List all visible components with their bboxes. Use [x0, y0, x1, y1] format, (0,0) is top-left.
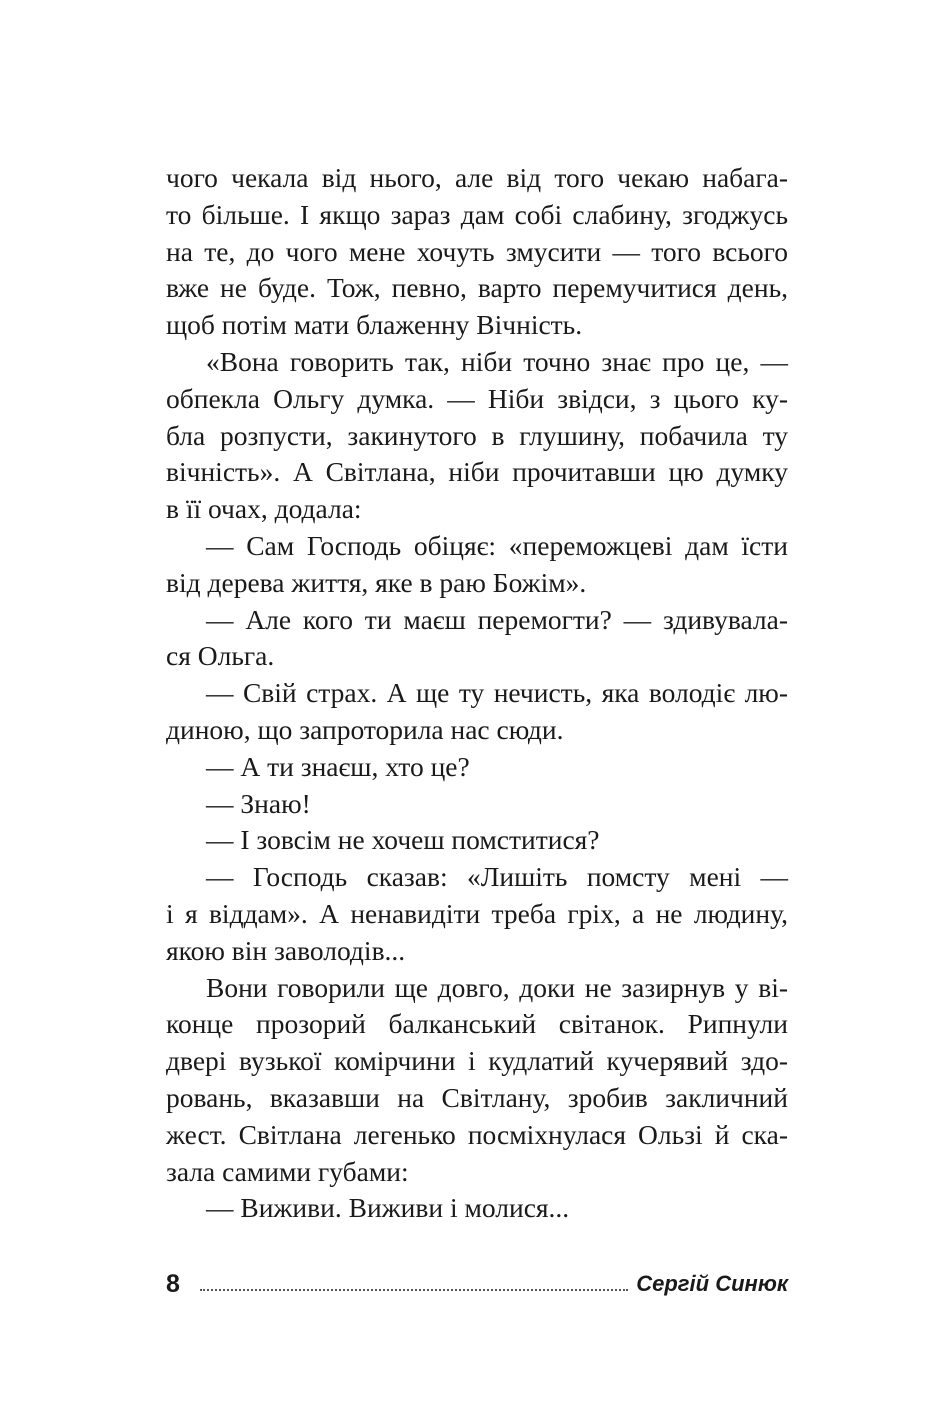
text-line: бла розпусти, закинутого в глушину, побачила ту [166, 419, 788, 451]
running-footer-author: Сергій Синюк [636, 1271, 788, 1296]
text-line: жест. Світлана легенько посміхнулася Ользі й ска- [166, 1118, 788, 1150]
text-line: чого чекала від нього, але від того чекаю набага- [166, 162, 788, 193]
text-line: ровань, вказавши на Світлану, зробив закличний [166, 1081, 788, 1113]
text-line: — Знаю! [206, 787, 311, 819]
text-line: диною, що запроторила нас сюди. [166, 713, 564, 745]
text-line: вічність». А Світлана, ніби прочитавши цю думку [166, 456, 788, 488]
page-footer [166, 1263, 788, 1299]
dotted-leader [200, 1288, 628, 1291]
text-line: зала самими губами: [166, 1155, 409, 1187]
text-line: — Свій страх. А ще ту нечисть, яка володіє лю- [206, 677, 788, 709]
text-line: — Але кого ти маєш перемогти? — здивувала- [206, 603, 788, 635]
text-line: на те, до чого мене хочуть змусити — того всього [166, 235, 788, 267]
text-line: то більше. І якщо зараз дам собі слабину, згоджусь [166, 198, 788, 230]
text-line: ся Ольга. [166, 640, 275, 672]
text-line: — Сам Господь обіцяє: «переможцеві дам їсти [206, 529, 788, 561]
text-line: — А ти знаєш, хто це? [206, 750, 470, 782]
text-line: Вони говорили ще довго, доки не зазирнув у ві- [206, 971, 788, 1003]
text-line: від дерева життя, яке в раю Божім». [166, 566, 587, 598]
text-line: двері вузької комірчини і кудлатий кучерявий здо- [166, 1045, 788, 1077]
text-line: в її очах, додала: [166, 493, 362, 525]
text-line: «Вона говорить так, ніби точно знає про це, — [206, 345, 788, 377]
text-line: — Виживи. Виживи і молися... [206, 1192, 570, 1224]
text-line: вже не буде. Тож, певно, варто перемучитися день, [166, 272, 788, 304]
text-line: якою він заволодів... [166, 934, 406, 966]
text-line: обпекла Ольгу думка. — Ніби звідси, з цього ку- [166, 382, 788, 414]
text-line: щоб потім мати блаженну Вічність. [166, 309, 583, 341]
text-line: — І зовсім не хочеш помститися? [206, 824, 600, 856]
body-text [166, 160, 788, 1227]
page-number: 8 [166, 1270, 180, 1298]
text-line: і я віддам». А ненавидіти треба гріх, а не людину, [166, 897, 788, 929]
text-line: конце прозорий балканський світанок. Рипнули [166, 1008, 788, 1040]
text-line: — Господь сказав: «Лишіть помсту мені — [206, 861, 788, 893]
